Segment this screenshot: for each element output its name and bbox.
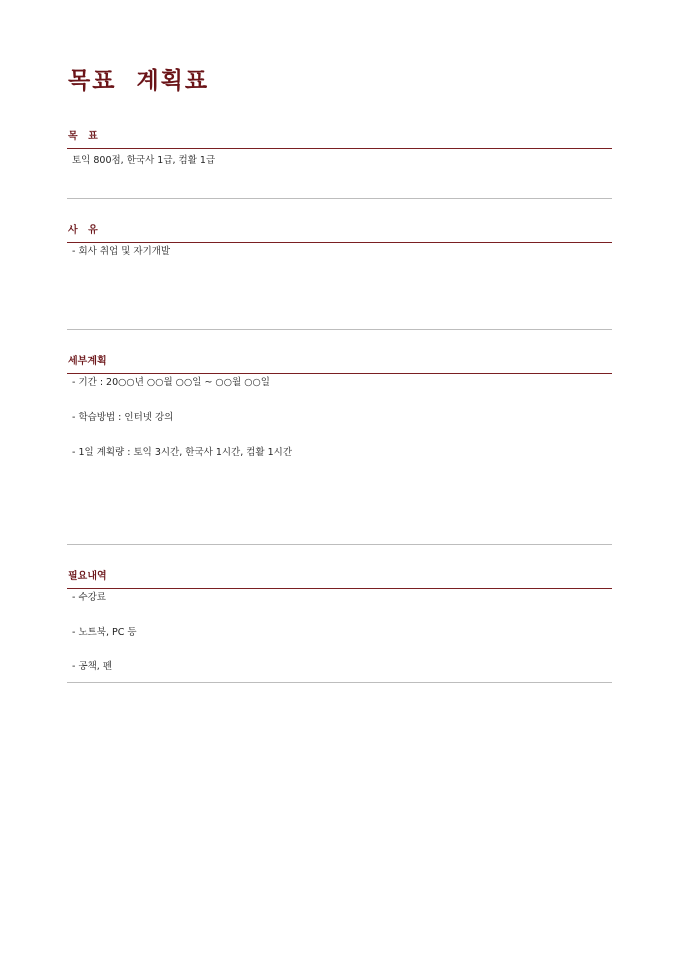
section-heading-needs: 필요내역 <box>68 571 107 582</box>
section-reason <box>67 224 612 257</box>
section-heading-plan: 세부계획 <box>68 356 107 367</box>
heading-rule <box>67 373 612 374</box>
section-needs <box>67 570 612 672</box>
needs-line-2: - 노트북, PC 등 <box>72 627 137 638</box>
needs-line-1: - 수강료 <box>72 592 106 603</box>
section-heading-goal: 목 표 <box>68 131 98 142</box>
plan-line-2: - 학습방법 : 인터넷 강의 <box>72 412 174 423</box>
section-divider <box>67 329 612 330</box>
section-divider <box>67 682 612 683</box>
plan-line-1: - 기간 : 20○○년 ○○월 ○○일 ~ ○○월 ○○일 <box>72 377 270 388</box>
goal-line-1: 토익 800점, 한국사 1급, 컴활 1급 <box>72 155 216 166</box>
section-plan <box>67 355 612 458</box>
reason-line-1: - 회사 취업 및 자기개발 <box>72 246 171 257</box>
section-divider <box>67 198 612 199</box>
needs-line-3: - 공책, 펜 <box>72 661 113 672</box>
heading-rule <box>67 242 612 243</box>
page-title: 목표 계획표 <box>68 68 210 94</box>
section-goal <box>67 130 612 166</box>
section-divider <box>67 544 612 545</box>
plan-line-3: - 1일 계획량 : 토익 3시간, 한국사 1시간, 컴활 1시간 <box>72 447 293 458</box>
heading-rule <box>67 588 612 589</box>
heading-rule <box>67 148 612 149</box>
section-heading-reason: 사 유 <box>68 225 98 236</box>
